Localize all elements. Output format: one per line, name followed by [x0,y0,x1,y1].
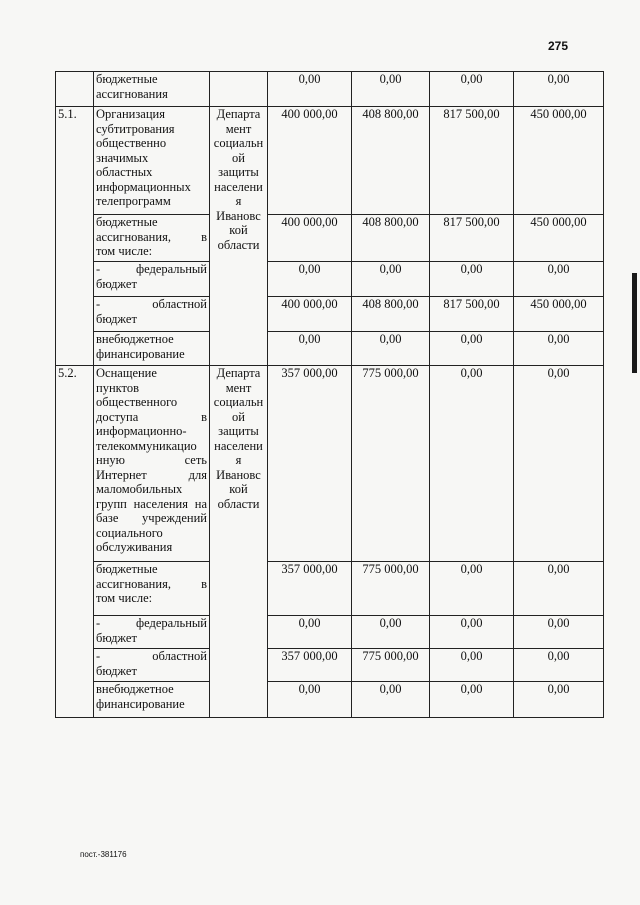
description-line: ассигнования, в [96,229,207,244]
value-cell: 817 500,00 [430,107,514,215]
value-cell: 0,00 [268,262,352,297]
value-cell: 775 000,00 [352,649,430,682]
value-cell: 450 000,00 [514,107,604,215]
table-row [56,215,604,262]
table-row [56,649,604,682]
value-cell: 400 000,00 [268,107,352,215]
responsible-cell [210,72,268,107]
value-cell: 357 000,00 [268,649,352,682]
description-cell [94,649,210,682]
value-cell: 0,00 [514,649,604,682]
value-cell: 0,00 [514,682,604,718]
value-cell: 357 000,00 [268,366,352,562]
description-line: маломобильных [96,482,183,496]
description-line: - областной [96,649,207,663]
value-cell: 817 500,00 [430,297,514,332]
value-cell: 0,00 [514,332,604,366]
value-cell: 0,00 [430,562,514,616]
value-cell: 0,00 [268,616,352,649]
footer-code: пост.-381176 [80,850,127,859]
table-row [56,682,604,718]
description-line: - федеральный [96,616,207,630]
description-cell [94,262,210,297]
value-cell: 0,00 [352,72,430,107]
description-line: телекоммуникацио [96,438,197,453]
value-cell: 0,00 [352,262,430,297]
description-line: ассигнования, в [96,576,207,591]
description-line: телепрограмм [96,194,171,208]
description-line: Оснащение [96,366,157,380]
responsible-department: Департа мент социальн ой защиты населени я Ивановс кой области [210,366,268,718]
value-cell: 400 000,00 [268,215,352,262]
value-cell: 408 800,00 [352,297,430,332]
page-number: 275 [548,39,569,53]
value-cell: 357 000,00 [268,562,352,616]
description-cell [94,297,210,332]
value-cell: 0,00 [352,682,430,718]
description-line: базе учреждений [96,511,207,525]
value-cell: 0,00 [268,682,352,718]
value-cell: 0,00 [352,332,430,366]
value-cell: 0,00 [514,366,604,562]
description-line: обслуживания [96,540,173,554]
description-line: Интернет для [96,467,207,482]
description-line: ассигнования [96,86,168,101]
value-cell: 0,00 [430,72,514,107]
description-line: социального [96,525,163,540]
table-row [56,616,604,649]
value-cell: 408 800,00 [352,215,430,262]
description-line: пунктов [96,380,139,395]
description-line: финансирование [96,696,185,711]
description-line: общественного [96,395,178,409]
value-cell: 0,00 [514,562,604,616]
description-cell [94,616,210,649]
description-line: - областной [96,297,207,311]
value-cell: 0,00 [514,72,604,107]
description-cell [94,72,210,107]
value-cell: 0,00 [430,616,514,649]
value-cell: 400 000,00 [268,297,352,332]
table-row [56,262,604,297]
value-cell: 0,00 [430,366,514,562]
description-line: внебюджетное [96,682,174,696]
description-line: общественно [96,136,167,150]
row-index: 5.1. [56,107,94,366]
description-line: том числе: [96,244,153,258]
description-cell [94,682,210,718]
value-cell: 408 800,00 [352,107,430,215]
table-row [56,72,604,107]
description-cell [94,215,210,262]
description-cell [94,366,210,562]
value-cell: 450 000,00 [514,297,604,332]
table-row [56,562,604,616]
margin-mark [632,273,637,373]
description-line: бюджет [96,311,137,326]
description-line: финансирование [96,346,185,361]
row-index: 5.2. [56,366,94,718]
value-cell: 0,00 [430,682,514,718]
description-line: доступа в [96,409,207,424]
value-cell: 450 000,00 [514,215,604,262]
description-line: бюджетные [96,562,158,576]
index-cell [56,72,94,107]
value-cell: 775 000,00 [352,562,430,616]
description-line: бюджет [96,276,137,291]
value-cell: 0,00 [430,262,514,297]
description-line: значимых [96,150,149,165]
description-line: том числе: [96,591,153,605]
value-cell: 0,00 [352,616,430,649]
description-line: групп населения на [96,496,207,511]
description-line: бюджетные [96,215,158,229]
description-cell [94,107,210,215]
description-cell [94,562,210,616]
value-cell: 0,00 [268,332,352,366]
description-line: областных [96,165,153,179]
table-row [56,332,604,366]
description-line: бюджет [96,630,137,645]
value-cell: 817 500,00 [430,215,514,262]
description-line: информационно- [96,424,187,438]
value-cell: 0,00 [514,616,604,649]
table-row [56,366,604,562]
description-line: информационных [96,179,191,194]
value-cell: 0,00 [430,332,514,366]
description-line: - федеральный [96,262,207,276]
table-row [56,297,604,332]
value-cell: 0,00 [430,649,514,682]
description-line: бюджетные [96,72,158,86]
description-line: внебюджетное [96,332,174,346]
value-cell: 775 000,00 [352,366,430,562]
value-cell: 0,00 [514,262,604,297]
description-line: бюджет [96,663,137,678]
table-row [56,107,604,215]
budget-table [55,71,604,718]
description-line: нную сеть [96,453,207,467]
description-cell [94,332,210,366]
responsible-department: Департа мент социальн ой защиты населени я Ивановс кой области [210,107,268,366]
value-cell: 0,00 [268,72,352,107]
description-line: Организация [96,107,165,121]
description-line: субтитрования [96,121,175,136]
